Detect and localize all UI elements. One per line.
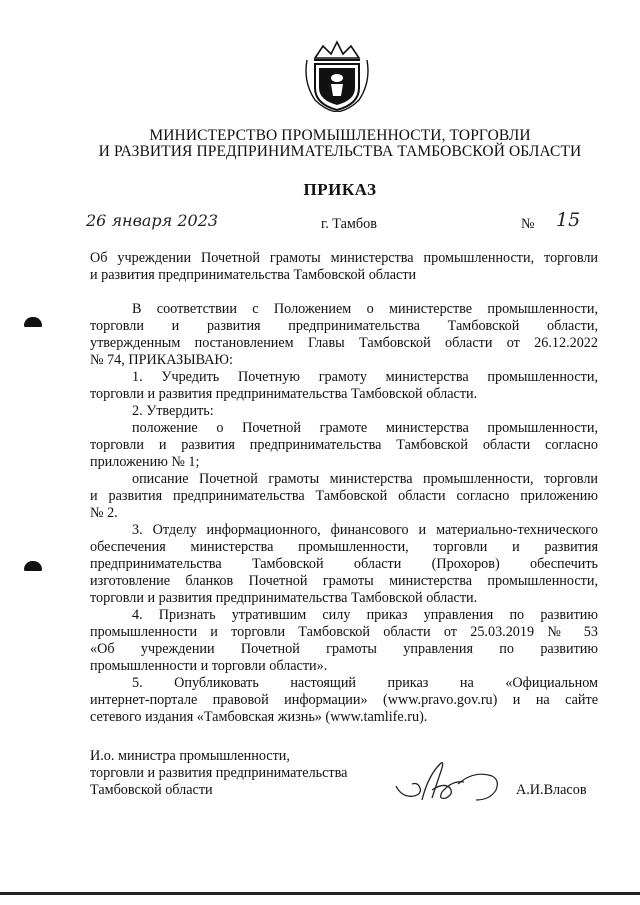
signatory-position-line-3: Тамбовской области: [90, 782, 213, 798]
scan-punch-mark-bottom: [24, 561, 42, 571]
item-2-description-line-2: и развития предпринимательства Тамбовской области согласно приложению: [90, 488, 598, 504]
item-3-line-3: предпринимательства Тамбовской области (Прохоров) обеспечить: [90, 556, 598, 572]
item-1-line-1: 1. Учредить Почетную грамоту министерства промышленности,: [132, 369, 598, 385]
item-2-regulation-line-3: приложению № 1;: [90, 454, 200, 470]
paragraph-basis-line-2: торговли и развития предпринимательства Тамбовской области,: [90, 318, 598, 334]
handwritten-date: 26 января 2023: [86, 211, 219, 230]
item-5-line-1: 5. Опубликовать настоящий приказ на «Официальном: [132, 675, 598, 691]
ministry-name-line-1: МИНИСТЕРСТВО ПРОМЫШЛЕННОСТИ, ТОРГОВЛИ: [149, 127, 531, 144]
item-5-line-2: интернет-портале правовой информации» (www.pravo.gov.ru) и на сайте: [90, 692, 598, 708]
item-4-line-1: 4. Признать утратившим силу приказ управления по развитию: [132, 607, 598, 623]
item-2-description-line-1: описание Почетной грамоты министерства промышленности, торговли: [132, 471, 598, 487]
item-4-line-2: промышленности и торговли Тамбовской области от 25.03.2019 № 53: [90, 624, 598, 640]
scan-punch-mark-top: [24, 317, 42, 327]
paragraph-basis-line-4: № 74, ПРИКАЗЫВАЮ:: [90, 352, 233, 368]
item-2-heading: 2. Утвердить:: [132, 403, 214, 419]
document-type-heading: ПРИКАЗ: [303, 180, 377, 199]
item-5-line-3: сетевого издания «Тамбовская жизнь» (www.tamlife.ru).: [90, 709, 428, 725]
item-2-description-line-3: № 2.: [90, 505, 118, 521]
item-1-line-2: торговли и развития предпринимательства Тамбовской области.: [90, 386, 478, 402]
item-3-line-2: обеспечения министерства промышленности, торговли и развития: [90, 539, 598, 555]
subject-line-1: Об учреждении Почетной грамоты министерства промышленности, торговли: [90, 250, 598, 266]
city: г. Тамбов: [321, 216, 377, 232]
number-label: №: [521, 216, 535, 232]
item-2-regulation-line-2: торговли и развития предпринимательства Тамбовской области согласно: [90, 437, 598, 453]
signatory-position-line-2: торговли и развития предпринимательства: [90, 765, 348, 781]
handwritten-number: 15: [556, 209, 581, 231]
paragraph-basis-line-1: В соответствии с Положением о министерстве промышленности,: [132, 301, 598, 317]
item-3-line-4: изготовление бланков Почетной грамоты министерства промышленности,: [90, 573, 598, 589]
scan-bottom-edge-line: [0, 892, 640, 895]
ministry-name-line-2: И РАЗВИТИЯ ПРЕДПРИНИМАТЕЛЬСТВА ТАМБОВСКОЙ ОБЛАСТИ: [98, 143, 582, 160]
signatory-name: А.И.Власов: [516, 782, 587, 798]
item-2-regulation-line-1: положение о Почетной грамоте министерства промышленности,: [132, 420, 598, 436]
item-3-line-1: 3. Отделу информационного, финансового и материально-технического: [132, 522, 598, 538]
item-4-line-4: промышленности и торговли области».: [90, 658, 328, 674]
paragraph-basis-line-3: утвержденным постановлением Главы Тамбовской области от 26.12.2022: [90, 335, 598, 351]
handwritten-signature: [392, 754, 502, 808]
coat-of-arms-emblem: [301, 38, 373, 112]
item-4-line-3: «Об учреждении Почетной грамоты управления по развитию: [90, 641, 598, 657]
item-3-line-5: торговли и развития предпринимательства Тамбовской области.: [90, 590, 478, 606]
subject-line-2: и развития предпринимательства Тамбовской области: [90, 267, 417, 283]
signatory-position-line-1: И.о. министра промышленности,: [90, 748, 290, 764]
